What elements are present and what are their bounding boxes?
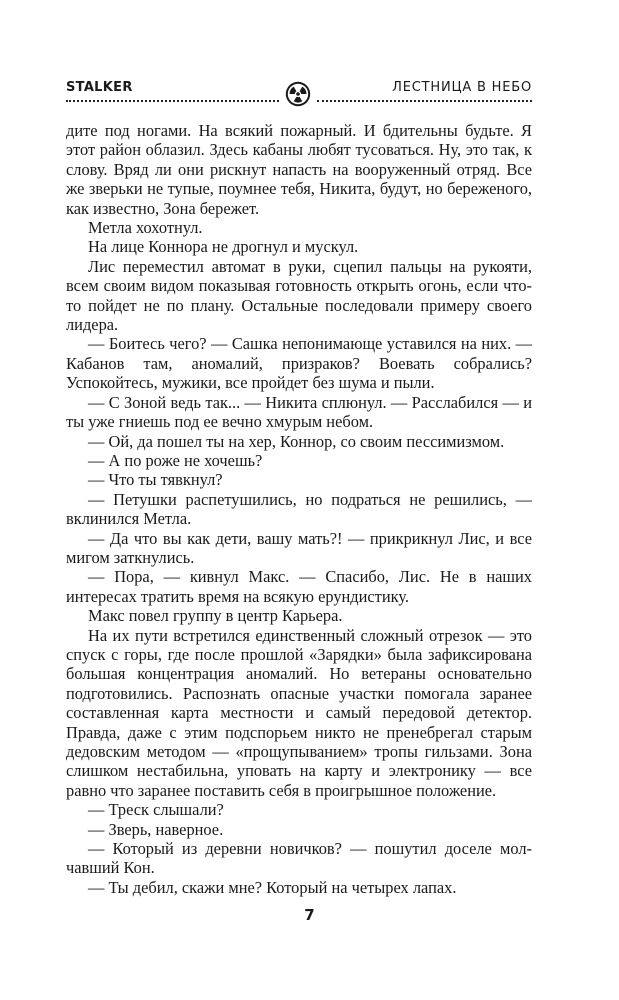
book-title: ЛЕСТНИЦА В НЕБО xyxy=(392,80,532,95)
paragraph: — Боитесь чего? — Сашка непонимающе уставился на них. — Кабанов там, аномалий, призраков? Воевать собрались? Успокойтесь, мужики, все пройдет без шума и пыли. xyxy=(66,334,532,393)
body-text xyxy=(66,121,532,897)
header-dotted-rule-left xyxy=(66,100,279,102)
paragraph: дите под ногами. На всякий пожарный. И бдительны будьте. Я этот район облазил. Здесь кабаны любят тусоваться. Ну, это так, к слову. Вряд ли они рискнут напасть на вооруженный отряд. Все же зверьки не тупые, поумнее тебя, Никита, будут, но береженого, как известно, Зона бережет. xyxy=(66,121,532,218)
paragraph: — Ой, да пошел ты на хер, Коннор, со своим пессимизмом. xyxy=(88,431,505,451)
paragraph: Макс повел группу в центр Карьера. xyxy=(88,606,343,626)
paragraph: — Зверь, наверное. xyxy=(88,819,224,839)
paragraph: — Петушки распетушились, но подраться не решились, — вклинился Метла. xyxy=(66,489,532,529)
paragraph: Лис переместил автомат в руки, сцепил пальцы на рукояти, всем своим видом показывая готовность открыть огонь, если что-то пойдет не по плану. Остальные последовали примеру своего лидера. xyxy=(66,256,532,335)
paragraph: На их пути встретился единственный сложный отрезок — это спуск с горы, где после прошлой «Зарядки» была зафиксирована большая концентрация аномалий. Но ветераны основательно подготовились. Распознать опасные участки помогала заранее составленная карта местности и самый передовой детектор. Правда, даже с этим подспорьем никто не пренебрегал старым дедовским методом — «прощупыванием» тропы гильзами. Зона слишком нестабильна, уповать на карту и электронику — все равно что заранее поставить себя в проигрышное положение. xyxy=(66,625,532,800)
radiation-icon xyxy=(285,81,311,107)
paragraph: На лице Коннора не дрогнул и мускул. xyxy=(88,237,359,257)
header-dotted-rule-right xyxy=(317,100,532,102)
page-number: 7 xyxy=(304,906,315,924)
paragraph: — Что ты тявкнул? xyxy=(88,470,223,490)
paragraph: — Треск слышали? xyxy=(88,800,224,820)
paragraph: — Ты дебил, скажи мне? Который на четырех лапах. xyxy=(88,877,457,897)
paragraph: — Да что вы как дети, вашу мать?! — прикрикнул Лис, и все мигом заткнулись. xyxy=(66,528,532,567)
paragraph: — С Зоной ведь так... — Никита сплюнул. — Расслабился — и ты уже гниешь под ее вечно хмурым небом. xyxy=(66,392,532,432)
running-header xyxy=(66,76,532,104)
paragraph: — Пора, — кивнул Макс. — Спасибо, Лис. Не в наших интересах тратить время на всякую ерундистику. xyxy=(66,567,532,606)
paragraph: — А по роже не хочешь? xyxy=(88,450,263,470)
paragraph: — Который из деревни новичков? — пошутил доселе молчавший Кон. xyxy=(66,839,532,878)
series-title: STALKER xyxy=(66,80,133,95)
paragraph: Метла хохотнул. xyxy=(88,218,203,238)
